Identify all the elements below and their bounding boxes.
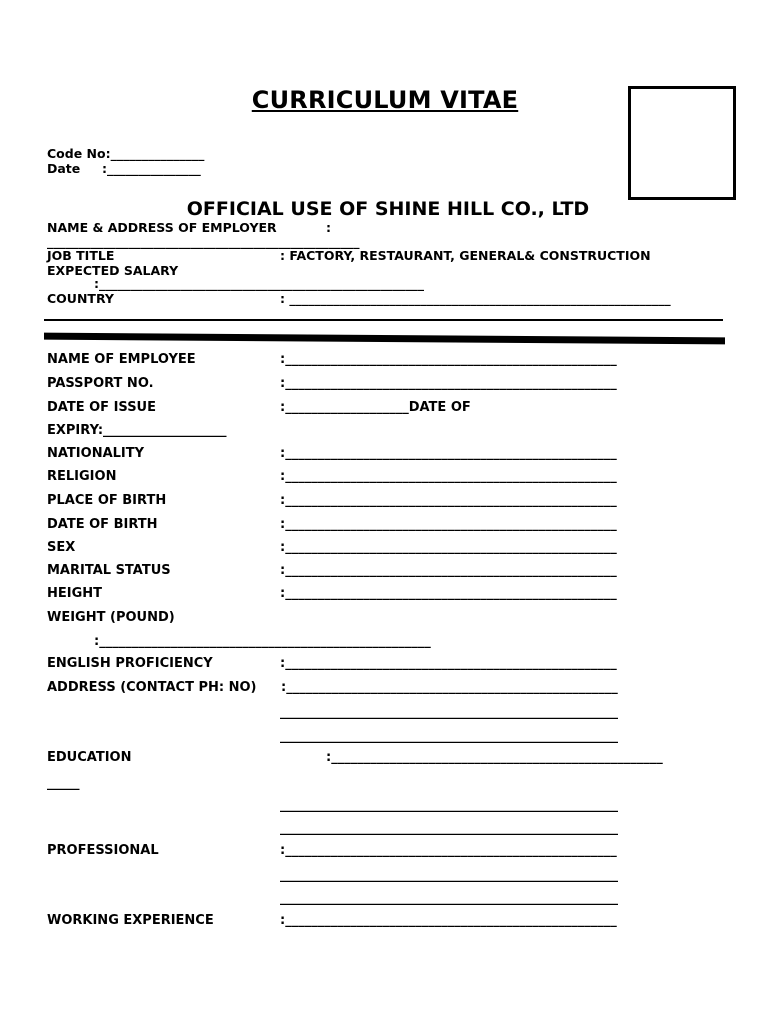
weight-input[interactable]: :___________________________________________________ — [94, 634, 431, 649]
job-title-label: JOB TITLE — [47, 248, 115, 263]
expiry-input[interactable]: EXPIRY:___________________ — [47, 423, 227, 438]
nationality-label: NATIONALITY — [47, 446, 145, 461]
job-title-value: : FACTORY, RESTAURANT, GENERAL& CONSTRUCTION — [280, 248, 651, 263]
expected-salary-label: EXPECTED SALARY — [47, 263, 179, 278]
name-of-employee-input[interactable]: :___________________________________________________ — [280, 352, 617, 367]
country-label: COUNTRY — [47, 291, 114, 306]
education-label: EDUCATION — [47, 750, 132, 765]
address-input-line-3[interactable]: ____________________________________________________ — [280, 729, 618, 744]
professional-input-line-3[interactable]: ____________________________________________________ — [280, 891, 618, 906]
working-experience-label: WORKING EXPERIENCE — [47, 913, 214, 928]
date-of-birth-input[interactable]: :___________________________________________________ — [280, 517, 617, 532]
religion-label: RELIGION — [47, 469, 117, 484]
photo-box[interactable] — [628, 86, 736, 200]
passport-no-input[interactable]: :___________________________________________________ — [280, 376, 617, 391]
english-proficiency-input[interactable]: :___________________________________________________ — [280, 656, 617, 671]
working-experience-input[interactable]: :___________________________________________________ — [280, 913, 617, 928]
expected-salary-line: :____________________________________________________ — [94, 276, 424, 291]
name-of-employee-label: NAME OF EMPLOYEE — [47, 352, 196, 367]
official-use-heading: OFFICIAL USE OF SHINE HILL CO., LTD — [186, 198, 590, 220]
date-of-issue-input[interactable]: :___________________DATE OF — [280, 400, 471, 415]
country-line: : _____________________________________________________________ — [280, 291, 671, 306]
passport-no-label: PASSPORT NO. — [47, 376, 154, 391]
professional-input-line-1[interactable]: :___________________________________________________ — [280, 843, 617, 858]
height-label: HEIGHT — [47, 586, 103, 601]
professional-input-line-2[interactable]: ____________________________________________________ — [280, 868, 618, 883]
marital-status-input[interactable]: :___________________________________________________ — [280, 563, 617, 578]
address-label: ADDRESS (CONTACT PH: NO) — [47, 680, 257, 695]
marital-status-label: MARITAL STATUS — [47, 563, 171, 578]
sex-label: SEX — [47, 540, 76, 555]
date-field: Date :_______________ — [47, 161, 201, 176]
employer-line: __________________________________________________ — [47, 234, 360, 249]
thick-divider — [44, 333, 725, 345]
thin-divider — [44, 319, 723, 321]
english-proficiency-label: ENGLISH PROFICIENCY — [47, 656, 213, 671]
education-input-line-1[interactable]: :___________________________________________________ — [326, 750, 663, 765]
place-of-birth-label: PLACE OF BIRTH — [47, 493, 167, 508]
code-no-field: Code No:_______________ — [47, 146, 205, 161]
document-title: CURRICULUM VITAE — [251, 86, 519, 114]
education-dash: _____ — [47, 776, 80, 791]
place-of-birth-input[interactable]: :___________________________________________________ — [280, 493, 617, 508]
height-input[interactable]: :___________________________________________________ — [280, 586, 617, 601]
date-of-issue-label: DATE OF ISSUE — [47, 400, 156, 415]
education-input-line-2[interactable]: ____________________________________________________ — [280, 798, 618, 813]
sex-input[interactable]: :___________________________________________________ — [280, 540, 617, 555]
address-input-line-1[interactable]: :___________________________________________________ — [281, 680, 618, 695]
employer-colon: : — [326, 220, 331, 235]
professional-label: PROFESSIONAL — [47, 843, 159, 858]
employer-label: NAME & ADDRESS OF EMPLOYER — [47, 220, 277, 235]
nationality-input[interactable]: :___________________________________________________ — [280, 446, 617, 461]
address-input-line-2[interactable]: ____________________________________________________ — [280, 705, 618, 720]
education-input-line-3[interactable]: ____________________________________________________ — [280, 821, 618, 836]
weight-label: WEIGHT (POUND) — [47, 610, 175, 625]
date-of-birth-label: DATE OF BIRTH — [47, 517, 158, 532]
religion-input[interactable]: :___________________________________________________ — [280, 469, 617, 484]
